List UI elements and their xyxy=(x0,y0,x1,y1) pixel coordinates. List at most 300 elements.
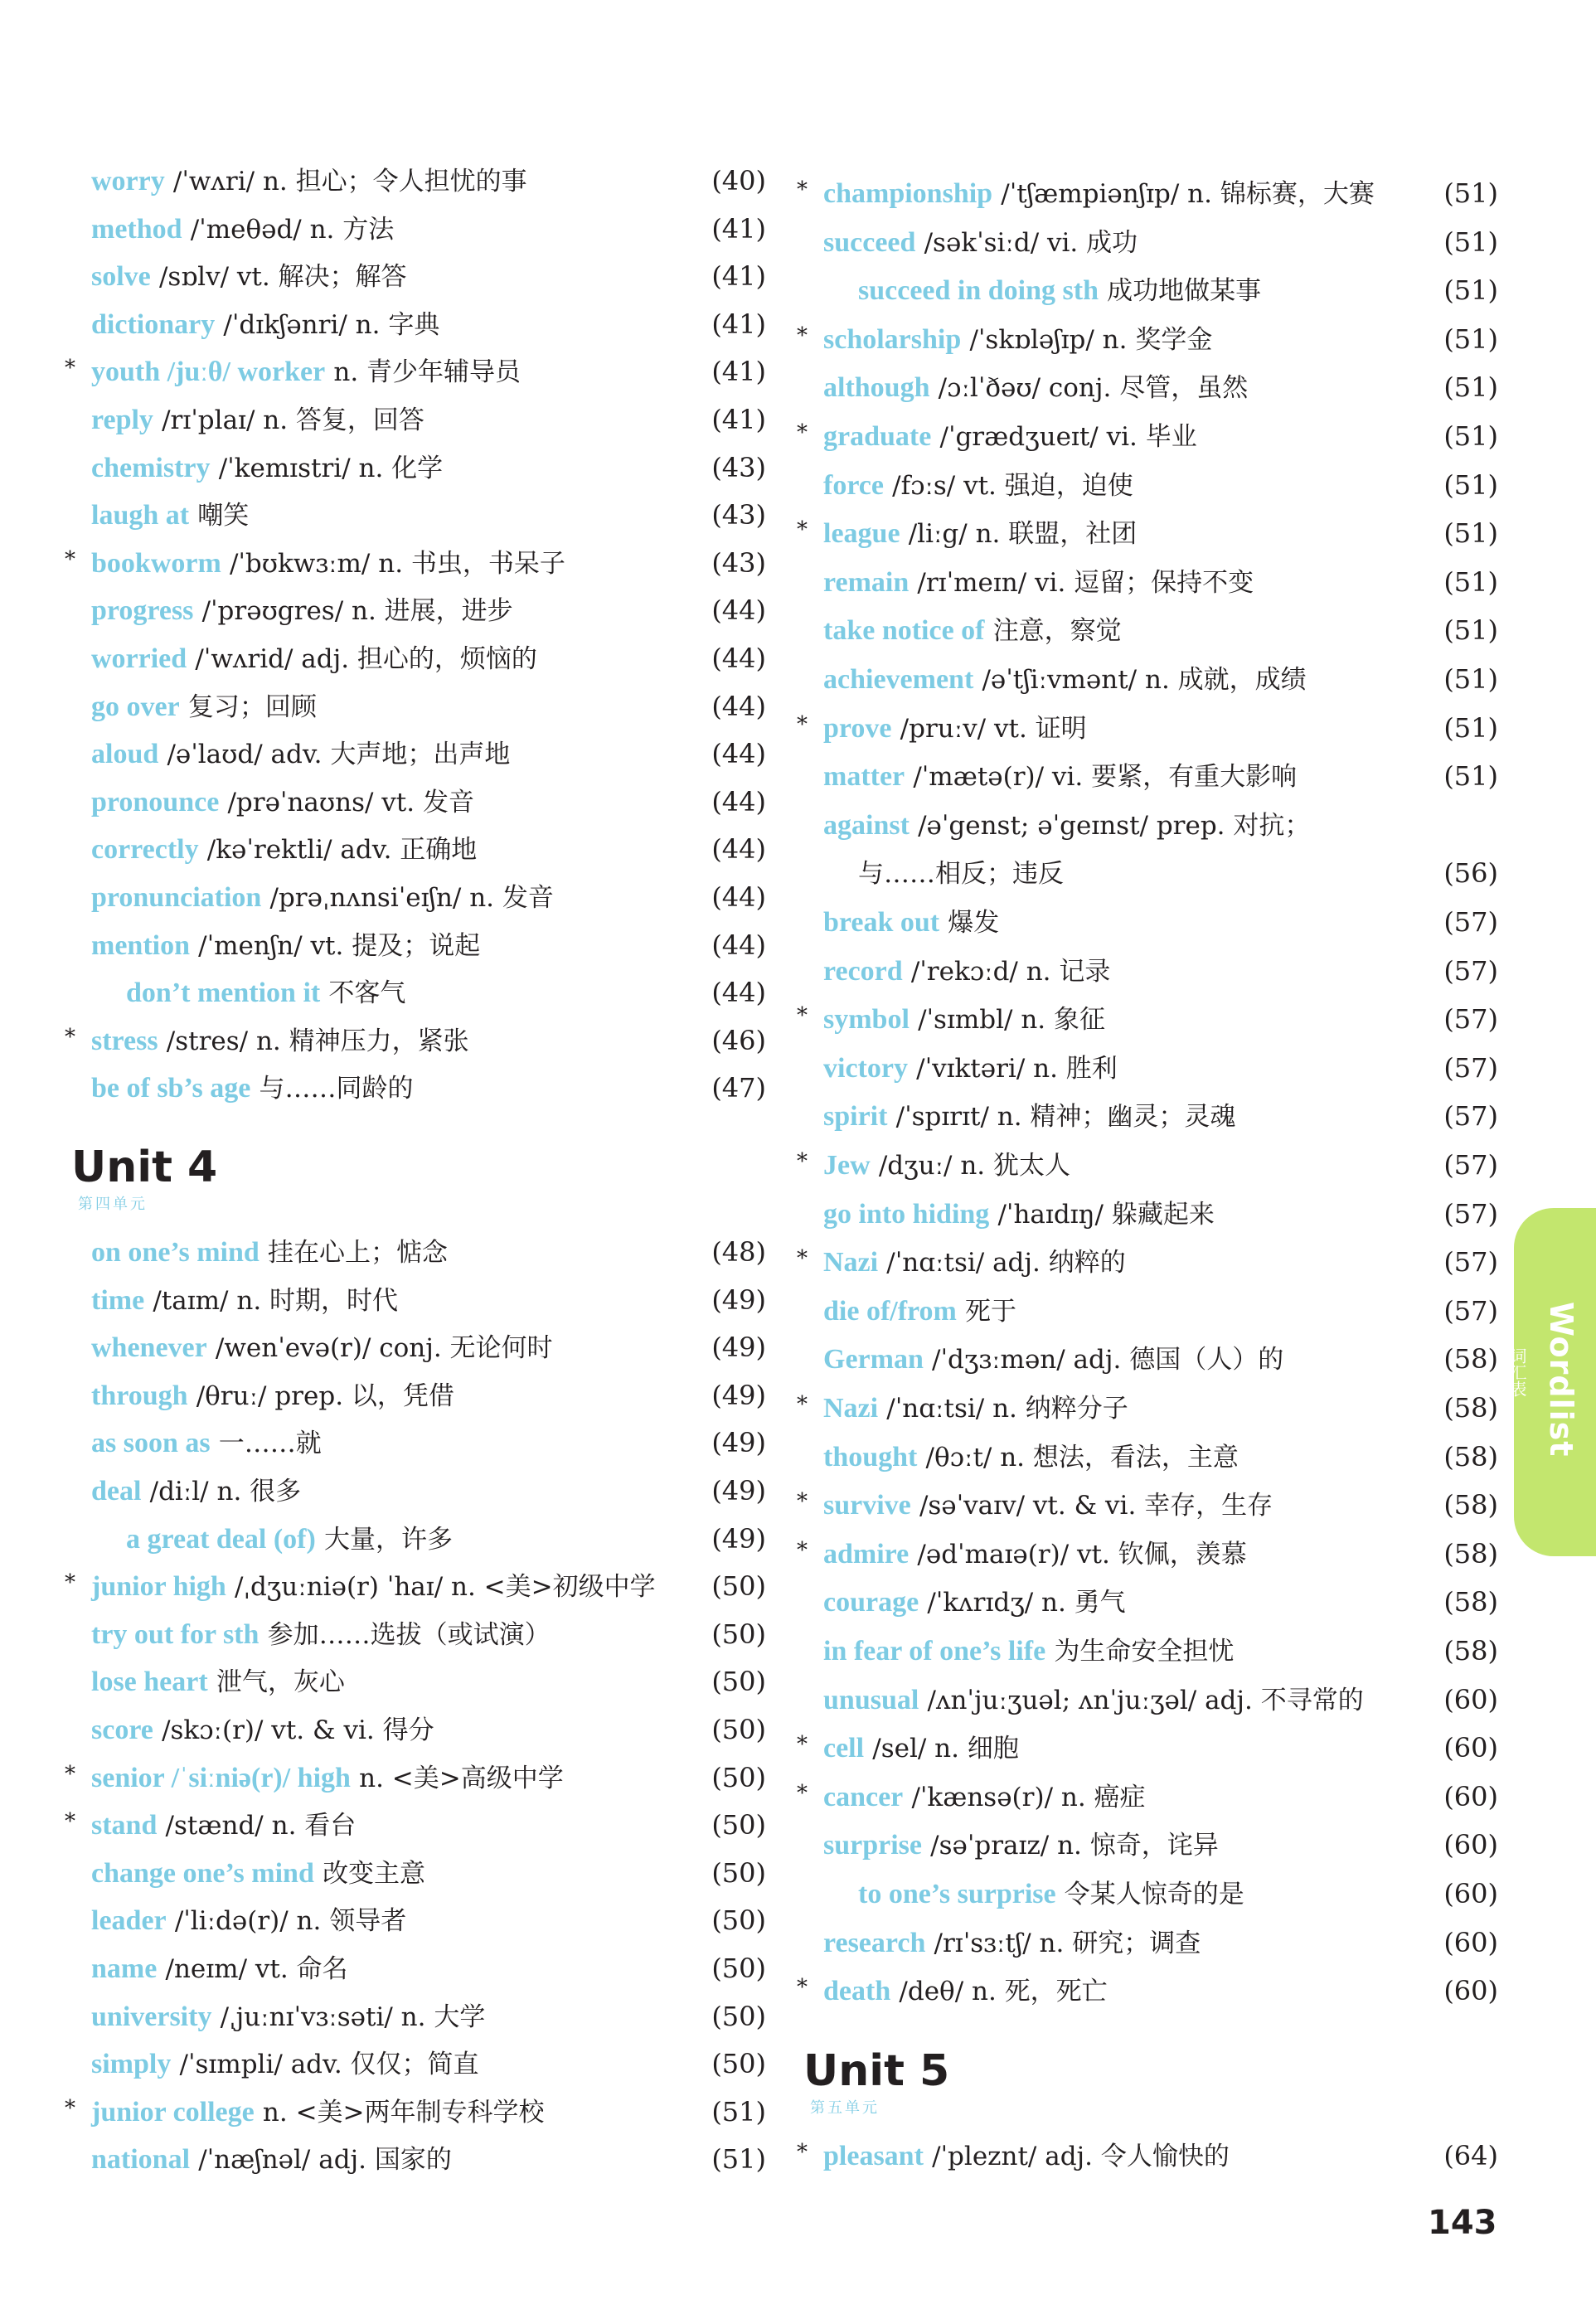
entry-body xyxy=(91,874,554,921)
page-reference: (57) xyxy=(1443,1294,1498,1327)
entry-body xyxy=(91,1945,348,1992)
entry-body xyxy=(823,607,1122,654)
entry-body xyxy=(91,444,443,492)
definition: /ˈmætə(r)/ vi. 要紧，有重大影响 xyxy=(913,762,1298,793)
word-entry xyxy=(76,396,766,443)
word-entry xyxy=(76,1658,766,1705)
page-reference: (43) xyxy=(711,499,766,531)
headword: pronunciation xyxy=(91,882,262,913)
definition: /ˈgrædʒueɪt/ vi. 毕业 xyxy=(939,422,1197,452)
page-reference: (41) xyxy=(711,260,766,293)
headword: aloud xyxy=(91,739,159,770)
definition: 令某人惊奇的是 xyxy=(1064,1880,1244,1909)
definition: 为生命安全担忧 xyxy=(1054,1637,1235,1667)
page-reference: (58) xyxy=(1443,1343,1498,1375)
page-reference: (51) xyxy=(1443,565,1498,598)
entry-body xyxy=(823,802,1310,849)
page-reference: (50) xyxy=(711,2048,766,2080)
definition: /əˈlaʊd/ adv. 大声地；出声地 xyxy=(167,740,511,770)
asterisk-marker: * xyxy=(797,711,808,737)
definition: /stres/ n. 精神压力，紧张 xyxy=(166,1026,469,1056)
definition: 大量，许多 xyxy=(323,1524,453,1555)
word-entry xyxy=(808,1093,1498,1139)
word-entry xyxy=(808,1288,1498,1334)
asterisk-marker: * xyxy=(797,2140,808,2165)
word-entry xyxy=(808,1676,1498,1723)
word-entry xyxy=(76,779,766,825)
headword: Jew xyxy=(823,1150,871,1181)
entry-body xyxy=(823,1045,1118,1092)
definition: /səkˈsiːd/ vi. 成功 xyxy=(924,227,1138,258)
page-reference: (51) xyxy=(711,2143,766,2176)
word-entry xyxy=(797,705,1498,751)
unit-5-title: Unit 5 xyxy=(803,2046,950,2096)
entry-body xyxy=(126,969,405,1016)
entry-body xyxy=(91,206,394,253)
definition: /əˈgenst; əˈgeɪnst/ prep. 对抗； xyxy=(918,810,1311,841)
definition: 与……相反；违反 xyxy=(858,859,1064,890)
entry-body xyxy=(823,753,1297,800)
definition: 一……就 xyxy=(218,1429,322,1459)
page-reference: (51) xyxy=(1443,371,1498,404)
headword: name xyxy=(91,1953,158,1984)
word-entry xyxy=(797,413,1498,459)
word-entry xyxy=(76,874,766,920)
definition: /ˈsɪmbl/ n. 象征 xyxy=(918,1005,1106,1036)
definition: 嘲笑 xyxy=(197,501,250,531)
definition: /rɪˈsɜːtʃ/ n. 研究；调查 xyxy=(934,1928,1201,1958)
page-reference: (51) xyxy=(1443,760,1498,793)
word-entry xyxy=(76,826,766,872)
entry-body xyxy=(823,462,1133,509)
entry-body xyxy=(91,635,537,682)
word-entry xyxy=(76,1516,766,1562)
entry-body xyxy=(91,1850,425,1897)
headword: simply xyxy=(91,2049,172,2080)
entry-body xyxy=(823,1967,1108,2015)
word-entry xyxy=(797,1531,1498,1577)
entry-body xyxy=(858,850,1064,897)
word-entry xyxy=(76,444,766,491)
headword: method xyxy=(91,213,182,245)
definition: 泄气，灰心 xyxy=(216,1667,345,1698)
definition: 注意，察觉 xyxy=(992,616,1122,647)
definition: /ʌnˈjuːʒuəl; ʌnˈjuːʒəl/ adj. 不寻常的 xyxy=(927,1685,1364,1715)
entry-body xyxy=(823,170,1375,217)
entry-body xyxy=(91,301,439,348)
entry-body xyxy=(91,1754,564,1802)
page-reference: (50) xyxy=(711,1714,766,1745)
wordlist-tab-label: Wordlist xyxy=(1543,1302,1579,1458)
headword: junior high xyxy=(91,1571,226,1603)
word-entry xyxy=(808,1822,1498,1868)
definition: /ˈdʒɜːmən/ adj. 德国（人）的 xyxy=(932,1345,1284,1375)
entry-body xyxy=(91,1017,469,1065)
definition: /deθ/ n. 死，死亡 xyxy=(899,1977,1108,2007)
word-entry xyxy=(797,1725,1498,1771)
entry-body xyxy=(91,922,480,969)
headword: dictionary xyxy=(91,308,216,340)
headword: be of sb’s age xyxy=(91,1073,251,1104)
page-reference: (41) xyxy=(711,404,766,435)
entry-body xyxy=(823,948,1110,995)
word-entry xyxy=(797,996,1498,1042)
headword: in fear of one’s life xyxy=(823,1636,1046,1667)
asterisk-marker: * xyxy=(797,1392,808,1417)
definition: /ˈsɪmpli/ adv. 仅仅；简直 xyxy=(179,2050,479,2080)
headword: championship xyxy=(823,178,993,209)
definition: /taɪm/ n. 时期，时代 xyxy=(153,1285,399,1316)
word-entry xyxy=(797,1385,1498,1431)
entry-body xyxy=(823,316,1212,363)
asterisk-marker: * xyxy=(797,1149,808,1174)
word-entry xyxy=(76,206,766,252)
headword: on one’s mind xyxy=(91,1237,260,1268)
headword: as soon as xyxy=(91,1428,211,1459)
asterisk-marker: * xyxy=(797,323,808,348)
definition: /ˈtʃæmpiənʃɪp/ n. 锦标赛，大赛 xyxy=(1001,179,1375,209)
entry-body xyxy=(823,1919,1201,1967)
headword: Nazi xyxy=(823,1393,879,1424)
entry-body xyxy=(823,1093,1235,1140)
page-reference: (49) xyxy=(711,1379,766,1411)
headword: succeed xyxy=(823,226,916,258)
definition: /səˈpraɪz/ n. 惊奇，诧异 xyxy=(930,1831,1219,1861)
word-entry xyxy=(797,510,1498,556)
headword: go over xyxy=(91,691,180,722)
definition: /rɪˈplaɪ/ n. 答复，回答 xyxy=(162,405,424,435)
definition: /pruːv/ vt. 证明 xyxy=(900,713,1087,744)
headword: scholarship xyxy=(823,323,962,355)
definition: /prəˌnʌnsiˈeɪʃn/ n. 发音 xyxy=(269,883,554,913)
entry-body xyxy=(91,1658,345,1705)
headword: take notice of xyxy=(823,615,985,647)
page-reference: (60) xyxy=(1443,1780,1498,1812)
definition: /ˌjuːnɪˈvɜːsəti/ n. 大学 xyxy=(220,2001,486,2032)
headword: leader xyxy=(91,1905,167,1937)
headword: progress xyxy=(91,595,194,627)
entry-body xyxy=(91,1611,551,1658)
headword: against xyxy=(823,809,910,841)
headword: achievement xyxy=(823,664,974,695)
page-reference: (51) xyxy=(1443,177,1498,209)
asterisk-marker: * xyxy=(797,1489,808,1515)
headword: worry xyxy=(91,166,165,196)
headword: change one’s mind xyxy=(91,1857,314,1889)
headword: pronounce xyxy=(91,786,220,818)
entry-body xyxy=(91,2136,452,2183)
page-reference: (49) xyxy=(711,1427,766,1459)
entry-body xyxy=(91,1993,485,2040)
definition: /ˈwʌri/ n. 担心；令人担忧的事 xyxy=(172,167,527,196)
unit-4-subtitle: 第四单元 xyxy=(78,1196,148,1213)
asterisk-marker: * xyxy=(65,1809,75,1835)
page-reference: (49) xyxy=(711,1332,766,1364)
word-entry xyxy=(797,170,1498,216)
page-reference: (51) xyxy=(711,2095,766,2128)
page-reference: (44) xyxy=(711,881,766,913)
unit-5-subtitle: 第五单元 xyxy=(810,2099,880,2117)
headword: prove xyxy=(823,712,892,744)
page-reference: (51) xyxy=(1443,420,1498,452)
page-reference: (58) xyxy=(1443,1489,1498,1521)
entry-body xyxy=(823,1628,1234,1675)
word-entry xyxy=(65,1802,766,1848)
page-reference: (60) xyxy=(1443,1683,1498,1715)
entry-body xyxy=(823,1773,1146,1821)
page-reference: (51) xyxy=(1443,614,1498,647)
headword: spirit xyxy=(823,1101,888,1133)
entry-body xyxy=(823,1579,1126,1626)
word-entry xyxy=(808,850,1498,896)
headword: don’t mention it xyxy=(126,978,321,1009)
headword: reply xyxy=(91,405,153,435)
word-entry xyxy=(797,1773,1498,1820)
definition: /sɒlv/ vt. 解决；解答 xyxy=(158,262,407,293)
headword: victory xyxy=(823,1052,908,1084)
page-reference: (50) xyxy=(711,1618,766,1650)
definition: 成功地做某事 xyxy=(1107,276,1262,307)
word-entry xyxy=(808,559,1498,605)
entry-body xyxy=(91,158,527,205)
word-entry xyxy=(808,753,1498,799)
page-reference: (60) xyxy=(1443,1878,1498,1909)
headword: junior college xyxy=(91,2096,255,2128)
page-reference: (48) xyxy=(711,1236,766,1268)
word-entry xyxy=(797,1142,1498,1188)
headword: university xyxy=(91,2001,212,2032)
page-reference: (51) xyxy=(1443,226,1498,258)
asterisk-marker: * xyxy=(797,517,808,543)
definition: /ˈkʌrɪdʒ/ n. 勇气 xyxy=(927,1588,1126,1618)
entry-body xyxy=(91,1419,322,1467)
definition: /ˈnɑːtsi/ n. 纳粹分子 xyxy=(886,1394,1128,1424)
page-reference: (44) xyxy=(711,643,766,674)
definition: /neɪm/ vt. 命名 xyxy=(165,1954,348,1984)
word-entry xyxy=(808,802,1498,848)
definition: /ˈkænsə(r)/ n. 癌症 xyxy=(911,1782,1146,1812)
entry-body xyxy=(91,730,510,778)
page-reference: (44) xyxy=(711,738,766,770)
definition: /rɪˈmeɪn/ vi. 逗留；保持不变 xyxy=(917,567,1254,598)
entry-body xyxy=(91,1277,398,1324)
entry-body xyxy=(91,1802,356,1849)
word-entry xyxy=(76,492,766,538)
asterisk-marker: * xyxy=(797,1003,808,1029)
page-reference: (51) xyxy=(1443,274,1498,307)
entry-body xyxy=(91,2089,545,2136)
unit-4-title: Unit 4 xyxy=(71,1143,218,1192)
headword: thought xyxy=(823,1441,918,1473)
entry-body xyxy=(91,348,521,395)
entry-body xyxy=(91,396,424,444)
page-reference: (41) xyxy=(711,308,766,340)
word-entry xyxy=(76,922,766,968)
entry-body xyxy=(823,1191,1215,1238)
headword: try out for sth xyxy=(91,1618,260,1650)
definition: /səˈvaɪv/ vt. & vi. 幸存，生存 xyxy=(919,1491,1273,1521)
page-reference: (58) xyxy=(1443,1392,1498,1424)
page-reference: (44) xyxy=(711,594,766,627)
entry-body xyxy=(823,364,1248,411)
page-reference: (58) xyxy=(1443,1537,1498,1570)
entry-body xyxy=(91,1065,414,1112)
headword: to one’s surprise xyxy=(858,1879,1056,1909)
definition: 死于 xyxy=(965,1296,1017,1327)
entry-body xyxy=(91,1706,434,1754)
word-entry xyxy=(808,1434,1498,1480)
word-entry xyxy=(76,635,766,682)
headword: solve xyxy=(91,261,151,293)
word-entry xyxy=(808,1191,1498,1237)
entry-body xyxy=(91,253,407,300)
entry-body xyxy=(126,1516,453,1563)
page-reference: (50) xyxy=(711,1570,766,1603)
asterisk-marker: * xyxy=(65,356,75,381)
definition: /ˈbʊkwɜːm/ n. 书虫，书呆子 xyxy=(229,548,565,579)
page-reference: (60) xyxy=(1443,1732,1498,1764)
page-reference: (44) xyxy=(711,929,766,961)
headword: break out xyxy=(823,907,940,938)
entry-body xyxy=(91,2040,479,2088)
definition: 复习；回顾 xyxy=(187,691,317,722)
definition: /əˈtʃiːvmənt/ n. 成就，成绩 xyxy=(982,665,1307,695)
definition: /ˈrekɔːd/ n. 记录 xyxy=(910,956,1111,987)
definition: /ˈkemɪstri/ n. 化学 xyxy=(218,453,444,483)
headword: stress xyxy=(91,1025,158,1056)
definition: n. <美>两年制专科学校 xyxy=(262,2097,545,2128)
page-reference: (57) xyxy=(1443,1003,1498,1036)
headword: go into hiding xyxy=(823,1198,990,1230)
definition: /stænd/ n. 看台 xyxy=(165,1811,357,1841)
page-reference: (51) xyxy=(1443,663,1498,695)
page-reference: (57) xyxy=(1443,1246,1498,1278)
asterisk-marker: * xyxy=(797,1975,808,2001)
entry-body xyxy=(823,219,1138,266)
page-reference: (41) xyxy=(711,356,766,388)
headword: remain xyxy=(823,566,910,598)
page-reference: (43) xyxy=(711,546,766,579)
word-entry xyxy=(808,1579,1498,1625)
asterisk-marker: * xyxy=(65,1024,75,1050)
headword: deal xyxy=(91,1476,142,1506)
definition: /ˈprəʊgres/ n. 进展，进步 xyxy=(201,596,513,627)
definition: /liːg/ n. 联盟，社团 xyxy=(908,519,1138,550)
page-reference: (57) xyxy=(1443,954,1498,987)
definition: /ədˈmaɪə(r)/ vt. 钦佩，羡慕 xyxy=(917,1539,1247,1570)
word-entry xyxy=(76,2040,766,2087)
page-reference: (60) xyxy=(1443,1926,1498,1958)
page-reference: (50) xyxy=(711,1904,766,1937)
page-reference: (56) xyxy=(1443,857,1498,890)
definition: /θɔːt/ n. 想法，看法，主意 xyxy=(925,1442,1239,1473)
word-entry xyxy=(76,1229,766,1275)
entry-body xyxy=(823,656,1307,703)
word-entry xyxy=(65,348,766,395)
entry-body xyxy=(823,996,1105,1043)
definition: /ɔːlˈðəʊ/ conj. 尽管，虽然 xyxy=(938,373,1249,404)
word-entry xyxy=(76,301,766,347)
entry-body xyxy=(823,1288,1016,1335)
headword: national xyxy=(91,2144,191,2176)
word-entry xyxy=(76,683,766,730)
word-entry xyxy=(76,1419,766,1466)
page-reference: (57) xyxy=(1443,1149,1498,1181)
definition: /ˈdɪkʃənri/ n. 字典 xyxy=(223,309,440,340)
headword: cell xyxy=(823,1733,865,1764)
definition: /ˈnæʃnəl/ adj. 国家的 xyxy=(198,2145,452,2176)
headword: although xyxy=(823,372,930,404)
definition: /ˌdʒuːniə(r) ˈhaɪ/ n. <美>初级中学 xyxy=(235,1572,656,1603)
word-entry xyxy=(808,1336,1498,1382)
entry-body xyxy=(858,267,1261,314)
page-reference: (58) xyxy=(1443,1635,1498,1667)
headword: graduate xyxy=(823,421,932,452)
headword: matter xyxy=(823,761,905,793)
headword: youth /juːθ/ worker xyxy=(91,357,326,388)
definition: n. <美>高级中学 xyxy=(359,1763,564,1793)
word-entry xyxy=(76,1611,766,1657)
word-entry xyxy=(808,899,1498,945)
asterisk-marker: * xyxy=(65,546,75,572)
headword: courage xyxy=(823,1587,919,1618)
word-entry xyxy=(65,1017,766,1064)
entry-body xyxy=(91,683,317,730)
word-entry xyxy=(808,948,1498,994)
headword: a great deal (of) xyxy=(126,1523,316,1555)
headword: score xyxy=(91,1715,153,1745)
page-reference: (64) xyxy=(1443,2140,1498,2171)
definition: n. 青少年辅导员 xyxy=(333,357,521,388)
word-entry xyxy=(76,969,766,1016)
page-reference: (44) xyxy=(711,833,766,866)
headword: force xyxy=(823,469,884,501)
word-entry xyxy=(76,1372,766,1419)
entry-body xyxy=(91,540,565,587)
page-reference: (51) xyxy=(1443,711,1498,744)
word-entry xyxy=(808,1045,1498,1091)
asterisk-marker: * xyxy=(797,1780,808,1806)
definition: /sel/ n. 细胞 xyxy=(872,1734,1019,1764)
page-reference: (47) xyxy=(711,1072,766,1104)
headword: worried xyxy=(91,643,187,674)
page-reference: (50) xyxy=(711,1809,766,1841)
definition: 参加……选拔（或试演） xyxy=(267,1619,551,1650)
page-reference: (40) xyxy=(711,165,766,196)
word-entry xyxy=(65,1563,766,1609)
word-entry xyxy=(65,2089,766,2135)
entry-body xyxy=(823,1142,1070,1189)
word-entry xyxy=(76,1706,766,1753)
page-reference: (57) xyxy=(1443,1100,1498,1133)
headword: stand xyxy=(91,1810,158,1841)
word-entry xyxy=(808,267,1498,313)
asterisk-marker: * xyxy=(65,1570,75,1596)
entry-body xyxy=(91,1372,454,1419)
asterisk-marker: * xyxy=(797,1537,808,1563)
definition: /ˈliːdə(r)/ n. 领导者 xyxy=(174,1906,407,1937)
definition: /ˈpleznt/ adj. 令人愉快的 xyxy=(932,2142,1230,2171)
entry-body xyxy=(823,413,1197,460)
word-entry xyxy=(76,1468,766,1514)
headword: laugh at xyxy=(91,500,190,531)
entry-body xyxy=(823,1434,1239,1481)
definition: /ˈskɒləʃɪp/ n. 奖学金 xyxy=(969,324,1213,355)
page-reference: (49) xyxy=(711,1283,766,1316)
page-reference: (50) xyxy=(711,2000,766,2032)
page-reference: (57) xyxy=(1443,1197,1498,1230)
asterisk-marker: * xyxy=(797,1246,808,1272)
